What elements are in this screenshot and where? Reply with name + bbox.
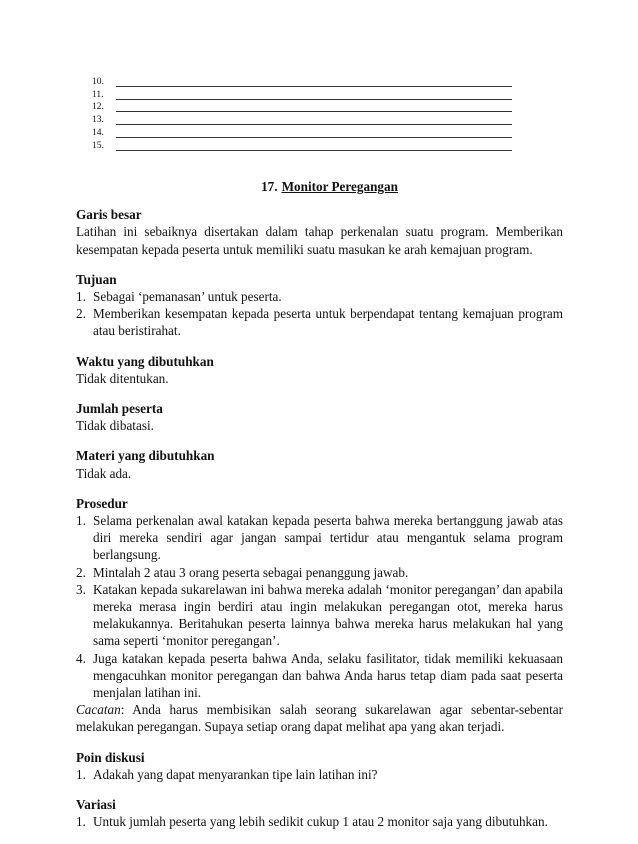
list-number: 1. <box>76 814 86 830</box>
section-heading: Waktu yang dibutuhkan <box>76 353 214 369</box>
list-item <box>76 766 563 783</box>
blank-line <box>116 130 512 138</box>
section-heading: Jumlah peserta <box>76 401 163 417</box>
list-item <box>76 813 563 830</box>
procedure-note <box>76 701 563 735</box>
page-title <box>76 178 563 195</box>
blank-line <box>116 104 512 112</box>
section-garis-besar <box>76 206 563 258</box>
list-number: 4. <box>76 650 86 666</box>
document-content <box>76 178 563 844</box>
section-heading: Prosedur <box>76 495 128 511</box>
list-item <box>76 581 563 650</box>
blank-line-number: 13. <box>92 115 104 126</box>
section-text: Latihan ini sebaiknya disertakan dalam tahap perkenalan suatu program. Memberikan kesempatan kepada peserta untuk memiliki suatu masukan ke arah kemajuan program. <box>76 224 563 257</box>
blank-line-row <box>92 112 512 125</box>
section-heading: Tujuan <box>76 271 117 287</box>
blank-line-number: 12. <box>92 102 104 113</box>
blank-line-row <box>92 100 512 113</box>
section-poin-diskusi <box>76 749 563 783</box>
blank-line-number: 11. <box>92 89 104 100</box>
list-number: 3. <box>76 581 86 597</box>
section-jumlah-peserta <box>76 400 563 434</box>
list-item <box>76 564 563 581</box>
blank-line <box>116 92 512 100</box>
list-item <box>76 288 563 305</box>
list-text: Memberikan kesempatan kepada peserta untuk berpendapat tentang kemajuan program atau beristirahat. <box>93 306 563 339</box>
section-text: Tidak ada. <box>76 465 132 481</box>
blank-line-row <box>92 74 512 87</box>
section-materi <box>76 447 563 481</box>
section-text: Tidak ditentukan. <box>76 370 169 386</box>
blank-line <box>116 117 512 125</box>
blank-line-number: 14. <box>92 127 104 138</box>
list-text: Mintalah 2 atau 3 orang peserta sebagai penanggung jawab. <box>93 564 409 580</box>
list-number: 2. <box>76 564 86 580</box>
list-text: Adakah yang dapat menyarankan tipe lain latihan ini? <box>93 766 378 782</box>
section-heading: Variasi <box>76 797 116 813</box>
list-number: 2. <box>76 306 86 322</box>
blank-line <box>116 79 512 87</box>
section-text: Tidak dibatasi. <box>76 418 154 434</box>
list-item <box>76 512 563 564</box>
list-number: 1. <box>76 289 86 305</box>
list-number: 1. <box>76 766 86 782</box>
list-text: Selama perkenalan awal katakan kepada peserta bahwa mereka bertanggung jawab atas diri mereka sendiri agar jangan sampai tertidur atau mengantuk selama program berlangsung. <box>93 513 563 563</box>
section-heading: Garis besar <box>76 207 142 223</box>
blank-line-row <box>92 125 512 138</box>
list-text: Katakan kepada sukarelawan ini bahwa mereka adalah ‘monitor peregangan’ dan apabila mereka merasa ingin berdiri atau ingin melakukan peregangan otot, mereka harus melakukannya. Beritahukan peserta lainnya bahwa mereka harus melakukan hal yang sama seperti ‘monitor peregangan’. <box>93 581 563 649</box>
list-number: 1. <box>76 513 86 529</box>
note-label: Cacatan <box>76 702 121 718</box>
section-heading: Poin diskusi <box>76 749 145 765</box>
note-text: : Anda harus membisikan salah seorang sukarelawan agar sebentar-sebentar melakukan peregangan. Supaya setiap orang dapat melihat apa yang akan terjadi. <box>76 702 563 735</box>
list-text: Untuk jumlah peserta yang lebih sedikit cukup 1 atau 2 monitor saja yang dibutuhkan. <box>93 814 548 830</box>
numbered-blank-lines <box>92 74 512 151</box>
list-item <box>76 305 563 339</box>
section-heading: Materi yang dibutuhkan <box>76 448 215 464</box>
section-prosedur <box>76 495 563 736</box>
list-text: Juga katakan kepada peserta bahwa Anda, selaku fasilitator, tidak memiliki kekuasaan mengacuhkan monitor peregangan dan bahwa Anda harus tetap diam pada saat peserta menjalan latihan ini. <box>93 650 563 701</box>
blank-line-number: 10. <box>92 76 104 87</box>
blank-line-number: 15. <box>92 140 104 151</box>
section-tujuan <box>76 271 563 340</box>
list-item <box>76 650 563 702</box>
title-text: Monitor Peregangan <box>281 179 398 194</box>
blank-line-row <box>92 87 512 100</box>
section-waktu <box>76 353 563 387</box>
title-number: 17. <box>261 179 278 194</box>
blank-line-row <box>92 138 512 151</box>
section-variasi <box>76 796 563 830</box>
blank-line <box>116 143 512 151</box>
list-text: Sebagai ‘pemanasan’ untuk peserta. <box>93 289 282 305</box>
